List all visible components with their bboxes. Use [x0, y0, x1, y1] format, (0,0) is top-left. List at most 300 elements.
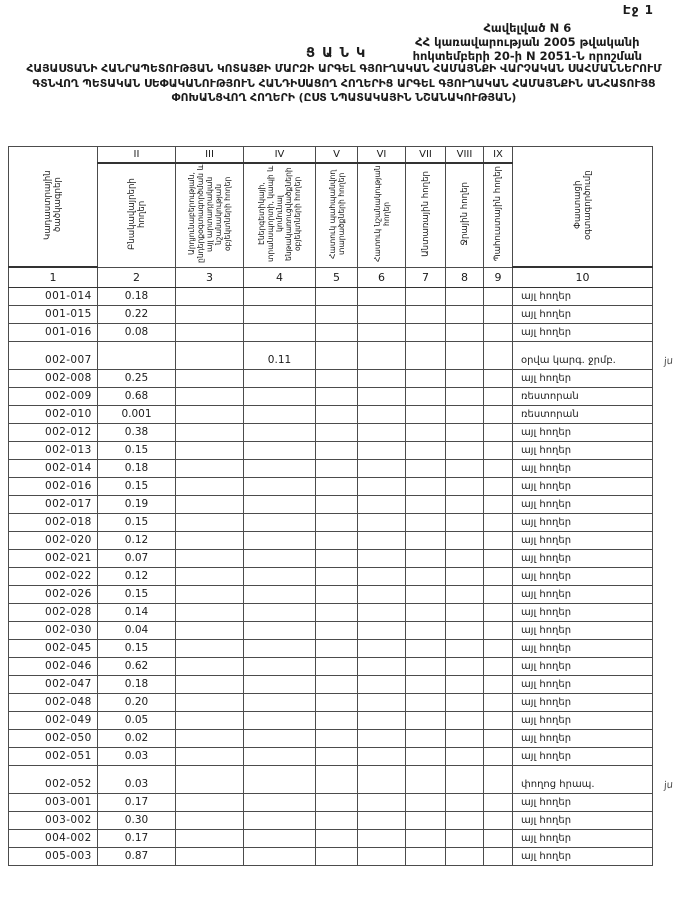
land-area-cell: [176, 747, 244, 765]
land-area-cell: [358, 369, 406, 387]
land-area-cell: [316, 387, 358, 405]
appendix-line: հոկտեմբերի 20-ի N 2051-Ն որոշման: [412, 49, 642, 63]
land-area-cell: [244, 603, 316, 621]
cadastral-code-cell: 002-016: [9, 477, 98, 495]
land-area-cell: [484, 567, 513, 585]
land-area-cell: [406, 441, 446, 459]
land-area-cell: 0.18: [98, 287, 176, 305]
land-area-cell: [316, 747, 358, 765]
land-area-cell: [316, 495, 358, 513]
roman-numeral-row: [9, 147, 653, 163]
actual-use-cell: այլ հողեր: [513, 603, 653, 621]
land-area-cell: [316, 549, 358, 567]
actual-use-cell: այլ հողեր: [513, 323, 653, 341]
land-area-cell: [484, 765, 513, 793]
land-area-cell: [244, 711, 316, 729]
column-number: 1: [9, 267, 98, 287]
land-area-cell: [406, 531, 446, 549]
land-area-cell: [358, 711, 406, 729]
actual-use-cell: այլ հողեր: [513, 513, 653, 531]
table-row: [9, 441, 653, 459]
table-body: [9, 287, 674, 865]
actual-use-cell: այլ հողեր: [513, 657, 653, 675]
table-row: [9, 603, 653, 621]
land-area-cell: [316, 675, 358, 693]
column-header-special-purpose-lands: [358, 163, 406, 268]
table-row: [9, 711, 653, 729]
land-area-cell: [406, 495, 446, 513]
land-area-cell: [484, 287, 513, 305]
land-area-cell: [316, 405, 358, 423]
land-area-cell: [406, 847, 446, 865]
land-area-cell: [244, 765, 316, 793]
roman-header: II: [98, 147, 176, 163]
land-area-cell: [358, 387, 406, 405]
column-header-water-lands: [446, 163, 484, 268]
land-area-cell: [316, 441, 358, 459]
roman-header: VI: [358, 147, 406, 163]
land-area-cell: [244, 585, 316, 603]
land-area-cell: [446, 305, 484, 323]
land-area-cell: 0.30: [98, 811, 176, 829]
column-number: 8: [446, 267, 484, 287]
land-area-cell: [446, 423, 484, 441]
land-area-cell: [446, 711, 484, 729]
land-area-cell: [244, 793, 316, 811]
column-number: 7: [406, 267, 446, 287]
cadastral-code-cell: 004-002: [9, 829, 98, 847]
land-area-cell: 0.22: [98, 305, 176, 323]
cadastral-code-cell: 002-007: [9, 341, 98, 369]
land-area-cell: [316, 341, 358, 369]
column-label: Բնակավայրերի հողեր: [126, 177, 147, 250]
table-row: [9, 567, 653, 585]
land-area-cell: 0.08: [98, 323, 176, 341]
land-area-cell: [406, 729, 446, 747]
column-header-forest-lands: [406, 163, 446, 268]
cadastral-code-cell: 003-002: [9, 811, 98, 829]
land-area-cell: [406, 323, 446, 341]
land-area-cell: [406, 459, 446, 477]
table-row: [9, 765, 653, 793]
land-area-cell: [244, 693, 316, 711]
column-label: Պահուստային հողեր: [493, 165, 503, 262]
land-area-cell: [176, 423, 244, 441]
land-area-cell: [484, 729, 513, 747]
land-area-cell: [316, 513, 358, 531]
land-area-cell: [176, 711, 244, 729]
land-area-cell: [316, 305, 358, 323]
land-area-cell: [316, 657, 358, 675]
cadastral-code-cell: 002-050: [9, 729, 98, 747]
document-type-label: ՑԱՆԿ: [306, 46, 373, 61]
land-area-cell: 0.17: [98, 793, 176, 811]
land-area-cell: [484, 423, 513, 441]
land-area-cell: [358, 603, 406, 621]
land-area-cell: [316, 287, 358, 305]
land-area-cell: [406, 639, 446, 657]
column-header-protected-lands: [316, 163, 358, 268]
land-area-cell: 0.001: [98, 405, 176, 423]
land-area-cell: 0.07: [98, 549, 176, 567]
land-area-cell: [316, 567, 358, 585]
land-area-cell: 0.14: [98, 603, 176, 621]
cadastral-code-cell: 002-028: [9, 603, 98, 621]
table-row: [9, 811, 653, 829]
land-area-cell: 0.17: [98, 829, 176, 847]
land-area-cell: [358, 747, 406, 765]
land-area-cell: [406, 423, 446, 441]
page-number: Էջ 1: [622, 3, 654, 17]
land-area-cell: [244, 675, 316, 693]
column-number: 9: [484, 267, 513, 287]
land-area-cell: [176, 405, 244, 423]
table-row: [9, 513, 653, 531]
land-area-cell: [176, 369, 244, 387]
land-area-cell: [484, 811, 513, 829]
land-area-cell: [406, 549, 446, 567]
land-area-cell: [358, 693, 406, 711]
table-row: [9, 639, 653, 657]
land-area-cell: [176, 549, 244, 567]
land-area-cell: [244, 639, 316, 657]
land-area-cell: [446, 657, 484, 675]
land-area-cell: [406, 675, 446, 693]
document-header: [0, 0, 688, 146]
column-header-actual-use: [513, 147, 653, 268]
actual-use-cell: այլ հողեր: [513, 793, 653, 811]
land-area-cell: 0.11: [244, 341, 316, 369]
land-area-cell: [446, 693, 484, 711]
table-row: [9, 847, 653, 865]
land-area-cell: [484, 341, 513, 369]
land-area-cell: [446, 603, 484, 621]
column-number: 5: [316, 267, 358, 287]
cadastral-code-cell: 002-051: [9, 747, 98, 765]
roman-header: VIII: [446, 147, 484, 163]
land-area-cell: [406, 369, 446, 387]
land-area-cell: [176, 729, 244, 747]
land-area-cell: [244, 657, 316, 675]
land-area-cell: [176, 323, 244, 341]
land-area-cell: [406, 793, 446, 811]
land-area-cell: [484, 693, 513, 711]
land-area-cell: [446, 323, 484, 341]
roman-header: IX: [484, 147, 513, 163]
table-row: [9, 287, 653, 305]
column-label: Հատուկ նշանակության հողեր: [372, 165, 391, 262]
land-area-cell: [446, 441, 484, 459]
land-area-cell: [358, 495, 406, 513]
land-area-cell: [316, 603, 358, 621]
land-area-cell: 0.38: [98, 423, 176, 441]
cadastral-code-cell: 002-048: [9, 693, 98, 711]
land-area-cell: [358, 585, 406, 603]
land-area-cell: [244, 369, 316, 387]
land-area-cell: 0.15: [98, 441, 176, 459]
actual-use-cell: այլ հողեր: [513, 531, 653, 549]
land-area-cell: [446, 567, 484, 585]
actual-use-cell: այլ հողեր: [513, 675, 653, 693]
land-area-cell: [484, 323, 513, 341]
land-area-cell: [406, 603, 446, 621]
land-area-cell: 0.15: [98, 639, 176, 657]
table-row: [9, 829, 653, 847]
table-row: [9, 621, 653, 639]
actual-use-cell: այլ հողեր: [513, 287, 653, 305]
land-area-cell: [446, 765, 484, 793]
land-area-cell: 0.18: [98, 675, 176, 693]
actual-use-cell: այլ հողեր: [513, 711, 653, 729]
land-area-cell: 0.04: [98, 621, 176, 639]
land-area-cell: [358, 305, 406, 323]
land-area-cell: [316, 765, 358, 793]
land-area-cell: [316, 693, 358, 711]
land-area-cell: [316, 531, 358, 549]
actual-use-cell: այլ հողեր: [513, 441, 653, 459]
column-number-row: [9, 267, 653, 287]
land-area-cell: [446, 639, 484, 657]
cadastral-code-cell: 002-047: [9, 675, 98, 693]
land-area-cell: [176, 495, 244, 513]
land-area-cell: [316, 369, 358, 387]
column-label: Ջրային հողեր: [459, 181, 470, 246]
land-area-cell: [446, 729, 484, 747]
cadastral-code-cell: 005-003: [9, 847, 98, 865]
land-area-cell: [358, 729, 406, 747]
land-area-cell: [446, 829, 484, 847]
cadastral-code-cell: 002-045: [9, 639, 98, 657]
land-area-cell: [244, 495, 316, 513]
land-area-cell: [244, 567, 316, 585]
land-area-cell: [244, 387, 316, 405]
column-header-industrial-lands: [176, 163, 244, 268]
land-area-cell: [176, 341, 244, 369]
land-area-cell: [316, 729, 358, 747]
land-area-cell: [446, 287, 484, 305]
land-area-cell: [244, 847, 316, 865]
actual-use-cell: այլ հողեր: [513, 459, 653, 477]
table-row: [9, 305, 653, 323]
land-area-cell: [316, 793, 358, 811]
land-area-cell: [176, 441, 244, 459]
land-area-cell: [446, 675, 484, 693]
land-area-cell: [358, 477, 406, 495]
land-area-cell: [244, 549, 316, 567]
land-area-cell: 0.03: [98, 747, 176, 765]
land-area-cell: [176, 287, 244, 305]
column-header-reserve-lands: [484, 163, 513, 268]
land-area-cell: [316, 423, 358, 441]
land-area-cell: [316, 477, 358, 495]
land-area-cell: [358, 829, 406, 847]
table-row: [9, 747, 653, 765]
land-area-cell: [244, 323, 316, 341]
land-area-cell: [484, 441, 513, 459]
table-row: [9, 549, 653, 567]
actual-use-cell: այլ հողեր: [513, 477, 653, 495]
page-title: ՀԱՅԱՍՏԱՆԻ ՀԱՆՐԱՊԵՏՈՒԹՅԱՆ ԿՈՏԱՅՔԻ ՄԱՐԶԻ ԱՐԳԵԼ ԳՅՈՒՂԱԿԱՆ ՀԱՄԱՅՆՔԻ ՎԱՐՉԱԿԱՆ ՍԱՀՄԱՆՆԵՐՈՒՄ ԳՏՆՎՈՂ ՊԵՏԱԿԱՆ ՍԵՓԱԿԱՆՈՒԹՅՈՒՆ ՀԱՆԴԻՍԱՑՈՂ ՀՈՂԵՐԻՑ ԱՐԳԵԼ ԳՅՈՒՂԱԿԱՆ ՀԱՄԱՅՆՔԻՆ ԱՆՀԱՏՈՒՅՑ ՓՈԽԱՆՑՎՈՂ ՀՈՂԵՐԻ (ԸՍՏ ՆՊԱՏԱԿԱՅԻՆ ՆՇԱՆԱԿՈՒԹՅԱՆ): [26, 62, 662, 104]
land-area-cell: [358, 323, 406, 341]
land-area-cell: [446, 513, 484, 531]
table-row: [9, 675, 653, 693]
land-area-cell: [244, 287, 316, 305]
land-area-cell: [484, 477, 513, 495]
actual-use-cell: այլ հողեր: [513, 423, 653, 441]
land-area-cell: [484, 747, 513, 765]
roman-header: VII: [406, 147, 446, 163]
land-area-cell: [244, 621, 316, 639]
land-area-cell: 0.18: [98, 459, 176, 477]
column-label: Էներգետիկայի, տրանսպորտի, կապի և կոմունալ ենթակառուցվածքների օբյեկտների հողեր: [257, 165, 302, 262]
actual-use-cell: այլ հողեր: [513, 847, 653, 865]
cadastral-code-cell: 002-014: [9, 459, 98, 477]
land-area-cell: [176, 657, 244, 675]
appendix-reference: [413, 21, 642, 63]
appendix-line: Հավելված N 6: [483, 21, 572, 35]
column-number: 2: [98, 267, 176, 287]
cadastral-code-cell: 002-013: [9, 441, 98, 459]
land-area-cell: [406, 621, 446, 639]
land-area-cell: [446, 495, 484, 513]
land-area-cell: [406, 567, 446, 585]
column-number: 10: [513, 267, 653, 287]
land-area-cell: [484, 549, 513, 567]
land-area-cell: [358, 793, 406, 811]
land-area-cell: [406, 711, 446, 729]
roman-header: III: [176, 147, 244, 163]
land-area-cell: [484, 847, 513, 865]
land-area-cell: [406, 829, 446, 847]
actual-use-cell: այլ հողեր: [513, 693, 653, 711]
land-area-cell: [358, 549, 406, 567]
land-area-cell: [316, 829, 358, 847]
land-area-cell: [316, 323, 358, 341]
table-row: [9, 341, 653, 369]
actual-use-cell: այլ հողեր: [513, 549, 653, 567]
land-area-cell: [406, 513, 446, 531]
land-area-cell: [446, 341, 484, 369]
column-label: Անտառային հողեր: [420, 170, 431, 257]
land-area-cell: [358, 441, 406, 459]
land-transfer-table: [8, 146, 674, 866]
land-area-cell: [176, 765, 244, 793]
land-area-cell: [316, 621, 358, 639]
land-area-cell: [484, 531, 513, 549]
cadastral-code-cell: 002-049: [9, 711, 98, 729]
land-area-cell: [316, 639, 358, 657]
land-area-cell: 0.12: [98, 531, 176, 549]
land-area-cell: 0.20: [98, 693, 176, 711]
land-area-cell: [358, 567, 406, 585]
cadastral-code-cell: 002-022: [9, 567, 98, 585]
land-area-cell: [176, 621, 244, 639]
land-area-cell: 0.15: [98, 585, 176, 603]
land-area-cell: [244, 477, 316, 495]
land-area-cell: 0.02: [98, 729, 176, 747]
land-area-cell: [406, 287, 446, 305]
table-row: [9, 405, 653, 423]
cadastral-code-cell: 002-017: [9, 495, 98, 513]
land-area-cell: [358, 287, 406, 305]
cadastral-code-cell: 002-020: [9, 531, 98, 549]
land-area-cell: [484, 657, 513, 675]
table-header: [9, 147, 653, 288]
land-area-cell: [244, 459, 316, 477]
land-area-cell: [176, 531, 244, 549]
land-area-cell: [484, 603, 513, 621]
land-area-cell: [98, 341, 176, 369]
land-area-cell: [484, 513, 513, 531]
actual-use-cell: այլ հողեր: [513, 305, 653, 323]
land-area-cell: [358, 675, 406, 693]
land-area-cell: [484, 675, 513, 693]
land-area-cell: [176, 693, 244, 711]
land-area-cell: [244, 531, 316, 549]
land-area-cell: [244, 405, 316, 423]
land-area-cell: 0.68: [98, 387, 176, 405]
land-area-cell: [244, 811, 316, 829]
land-area-cell: [244, 829, 316, 847]
actual-use-cell: այլ հողեր: [513, 639, 653, 657]
land-area-cell: [484, 405, 513, 423]
actual-use-cell: ռեստորան: [513, 405, 653, 423]
handwritten-mark: ju: [663, 355, 674, 368]
land-area-cell: [176, 639, 244, 657]
land-area-cell: [446, 621, 484, 639]
land-area-cell: [358, 405, 406, 423]
cadastral-code-cell: 002-052: [9, 765, 98, 793]
land-area-cell: [176, 513, 244, 531]
column-number: 4: [244, 267, 316, 287]
table-row: [9, 387, 653, 405]
land-area-cell: [358, 459, 406, 477]
land-area-cell: [484, 495, 513, 513]
table-row: [9, 495, 653, 513]
land-area-cell: [176, 847, 244, 865]
land-area-cell: [176, 567, 244, 585]
cadastral-code-cell: 002-008: [9, 369, 98, 387]
cadastral-code-cell: 002-026: [9, 585, 98, 603]
land-area-cell: [406, 305, 446, 323]
land-area-cell: [446, 405, 484, 423]
land-area-cell: [358, 657, 406, 675]
land-area-cell: [358, 423, 406, 441]
land-area-cell: [358, 531, 406, 549]
land-area-cell: [358, 621, 406, 639]
table-row: [9, 793, 653, 811]
land-area-cell: [358, 847, 406, 865]
actual-use-cell: այլ հողեր: [513, 829, 653, 847]
land-area-cell: [176, 603, 244, 621]
actual-use-cell: այլ հողեր: [513, 495, 653, 513]
actual-use-cell: այլ հողեր: [513, 621, 653, 639]
cadastral-code-cell: 003-001: [9, 793, 98, 811]
land-area-cell: [316, 711, 358, 729]
table-row: [9, 531, 653, 549]
cadastral-code-cell: 002-046: [9, 657, 98, 675]
actual-use-cell: այլ հողեր: [513, 811, 653, 829]
land-area-cell: [406, 387, 446, 405]
cadastral-code-cell: 002-009: [9, 387, 98, 405]
land-area-cell: 0.03: [98, 765, 176, 793]
table-row: [9, 729, 653, 747]
cadastral-code-cell: 001-016: [9, 323, 98, 341]
land-area-cell: [176, 811, 244, 829]
column-label: Հատուկ պահպանվող տարածքների հողեր: [327, 168, 346, 259]
table-row: [9, 369, 653, 387]
land-area-cell: [446, 369, 484, 387]
